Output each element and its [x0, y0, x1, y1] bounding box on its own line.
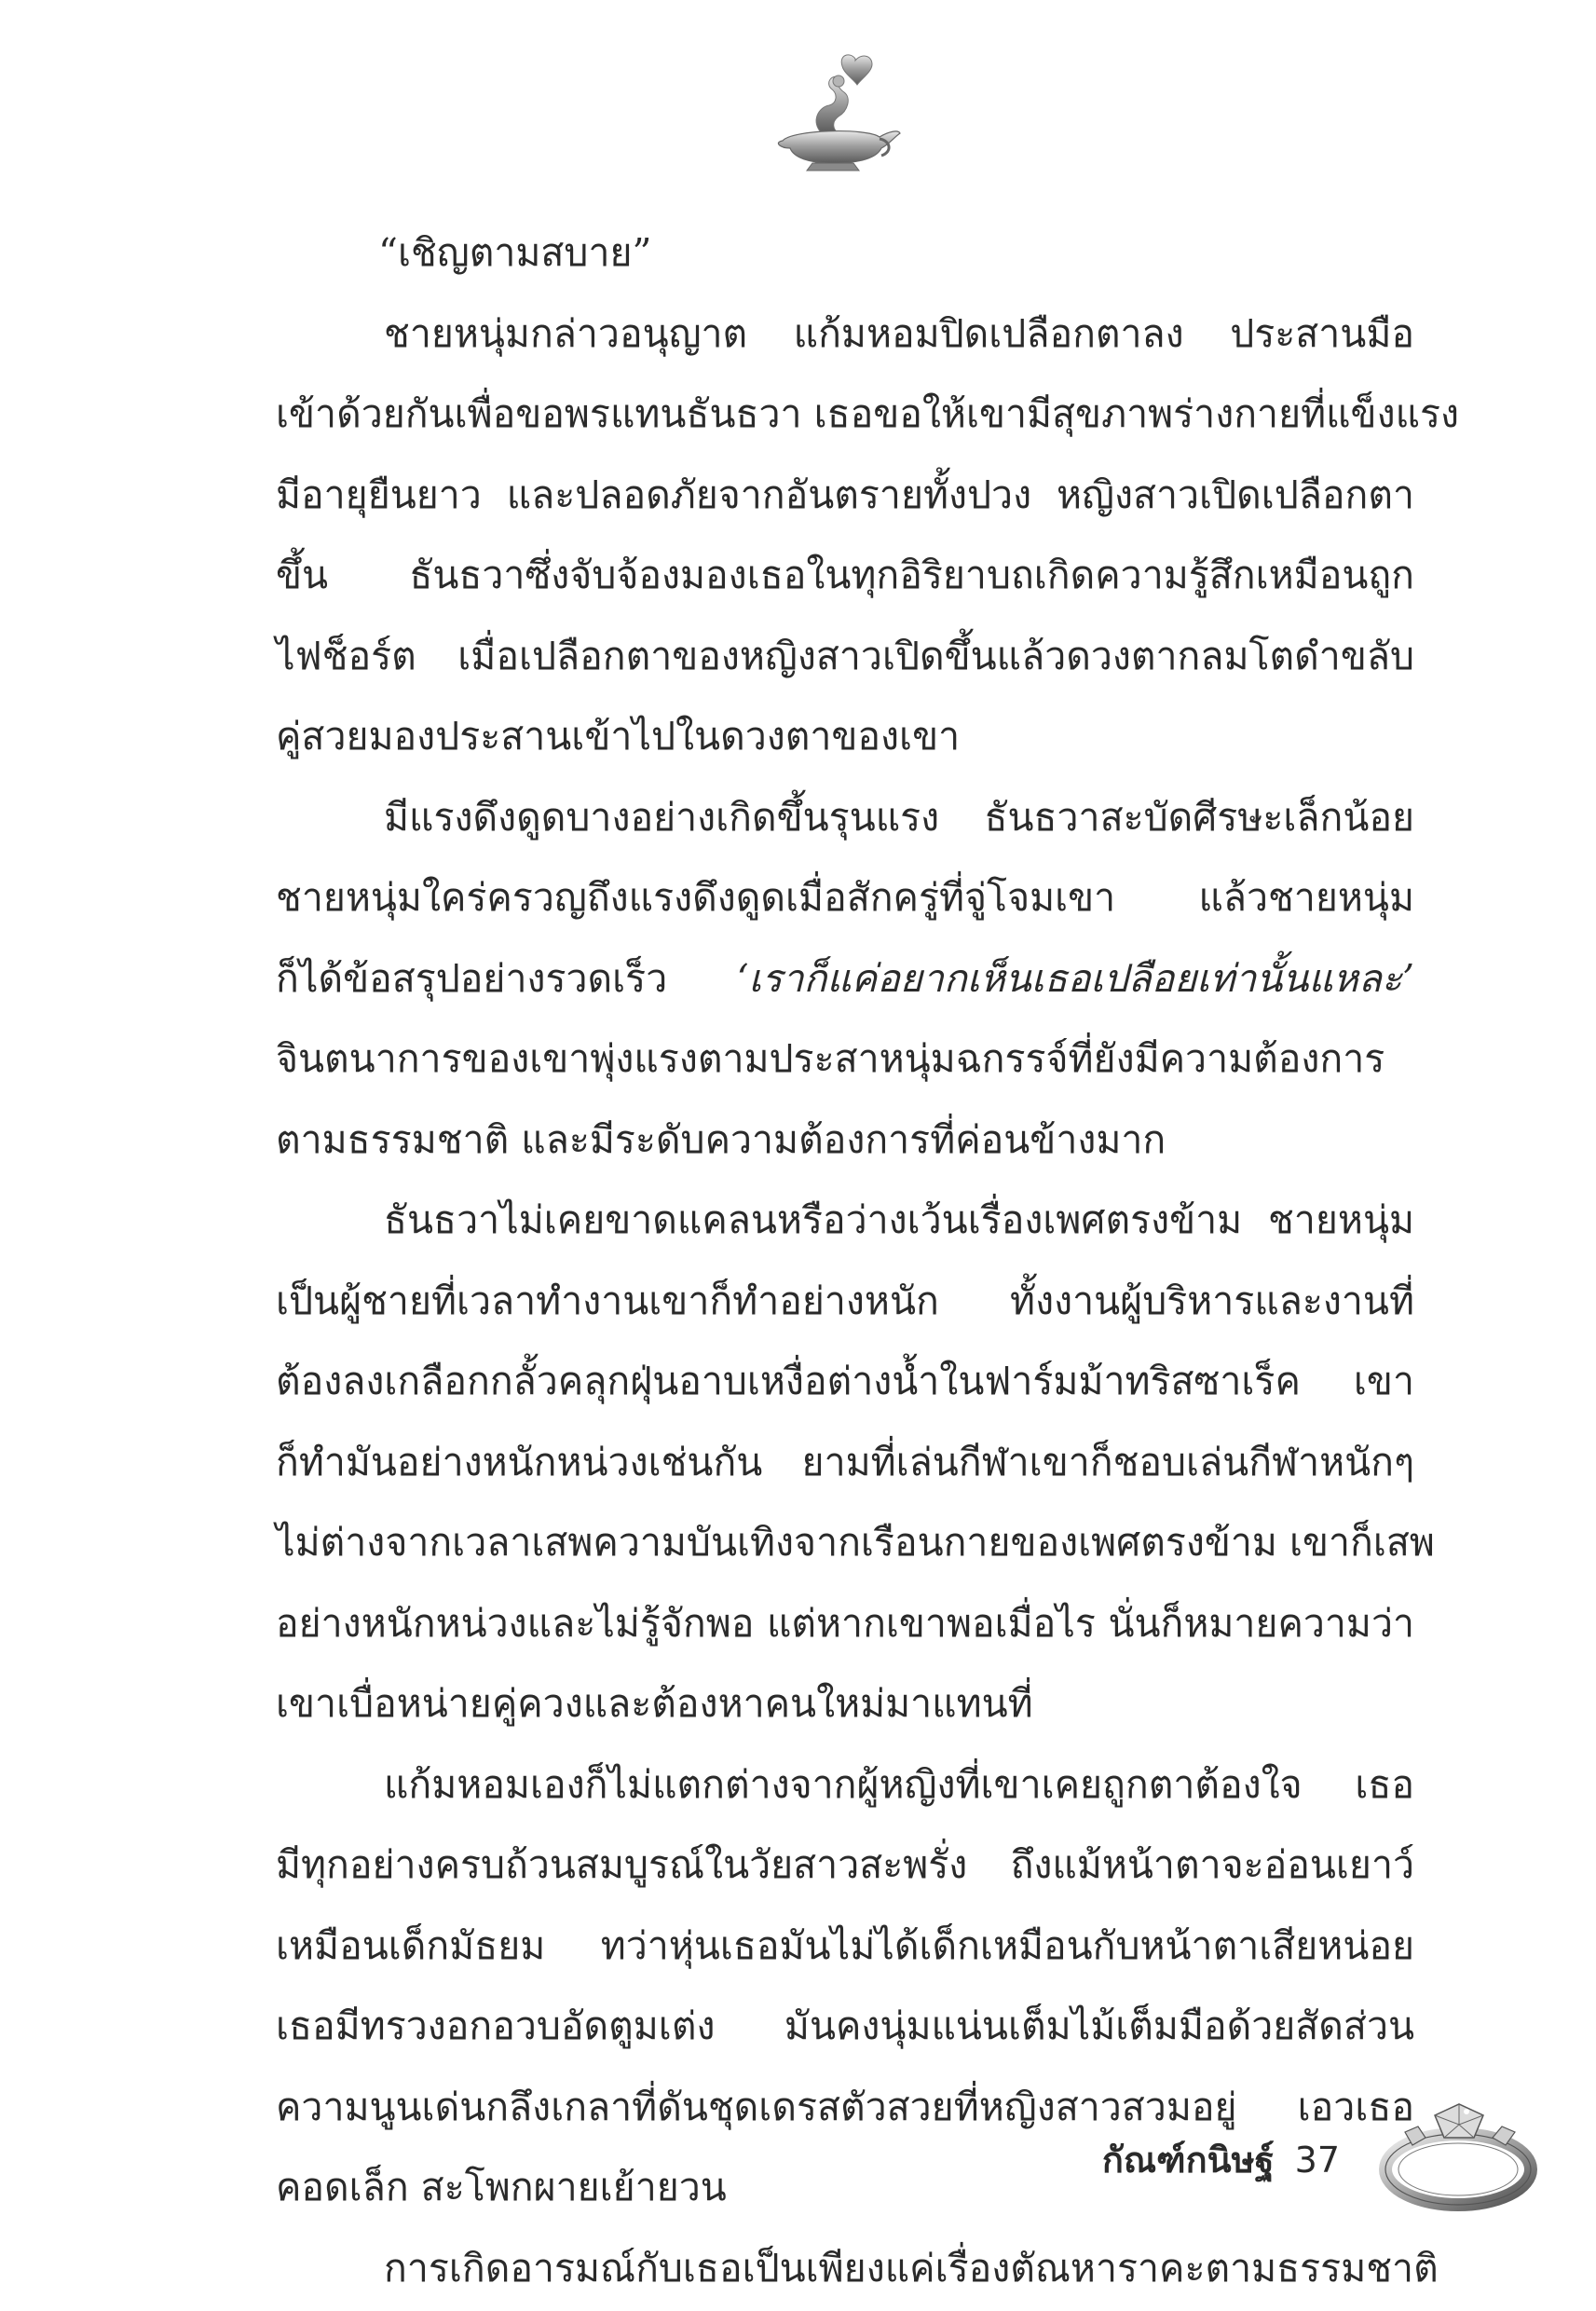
text-line: ต้องลงเกลือกกลั้วคลุกฝุ่นอาบเหงื่อต่างน้ำในฟาร์มม้าทริสซาเร็ค เขา: [276, 1359, 1414, 1403]
text-line: ตามธรรมชาติ และมีระดับความต้องการที่ค่อนข้างมาก: [276, 1116, 1166, 1162]
text-line: การเกิดอารมณ์กับเธอเป็นเพียงแค่เรื่องตัณหาราคะตามธรรมชาติ: [384, 2245, 1439, 2290]
text-line: มีอายุยืนยาว และปลอดภัยจากอันตรายทั้งปวง หญิงสาวเปิดเปลือกตา: [276, 472, 1414, 517]
page-footer: [1102, 2132, 1340, 2188]
text-line: เป็นผู้ชายที่เวลาทำงานเขาก็ทำอย่างหนัก ทั้งงานผู้บริหารและงานที่: [276, 1278, 1414, 1323]
text-line: เข้าด้วยกันเพื่อขอพรแทนธันธวา เธอขอให้เขามีสุขภาพร่างกายที่แข็งแรง: [276, 391, 1460, 436]
text-line: เธอมีทรวงอกอวบอัดตูมเต่ง มันคงนุ่มแน่นเต็มไม้เต็มมือด้วยสัดส่วน: [276, 2003, 1414, 2048]
text-line: ความนูนเด่นกลึงเกลาที่ดันชุดเดรสตัวสวยที่หญิงสาวสวมอยู่ เอวเธอ: [276, 2084, 1414, 2129]
body-text: [276, 212, 1460, 2308]
genie-lamp-with-heart-icon: [764, 51, 904, 172]
book-title: กัณฑ์กนิษฐ์: [1101, 2140, 1275, 2181]
text-line: “เชิญตามสบาย”: [378, 230, 652, 275]
page-number: 37: [1294, 2140, 1340, 2181]
text-line-with-italic: [276, 938, 1414, 1019]
text-line: ไฟช็อร์ต เมื่อเปลือกตาของหญิงสาวเปิดขึ้นแล้วดวงตากลมโตดำขลับ: [276, 633, 1414, 678]
text-line: อย่างหนักหน่วงและไม่รู้จักพอ แต่หากเขาพอเมื่อไร นั่นก็หมายความว่า: [276, 1600, 1414, 1646]
text-line: ก็ทำมันอย่างหนักหน่วงเช่นกัน ยามที่เล่นกีฬาเขาก็ชอบเล่นกีฬาหนักๆ: [276, 1439, 1414, 1484]
text-line: ไม่ต่างจากเวลาเสพความบันเทิงจากเรือนกายของเพศตรงข้าม เขาก็เสพ: [276, 1520, 1435, 1565]
text-line: มีแรงดึงดูดบางอย่างเกิดขึ้นรุนแรง ธันธวาสะบัดศีรษะเล็กน้อย: [384, 794, 1414, 840]
text-line: คอดเล็ก สะโพกผายเย้ายวน: [276, 2165, 727, 2209]
text-line: จินตนาการของเขาพุ่งแรงตามประสาหนุ่มฉกรรจ์ที่ยังมีความต้องการ: [276, 1036, 1385, 1081]
text-line: เขาเบื่อหน่ายคู่ควงและต้องหาคนใหม่มาแทนที่: [276, 1681, 1033, 1726]
text-line: ชายหนุ่มกล่าวอนุญาต แก้มหอมปิดเปลือกตาลง ประสานมือ: [384, 310, 1414, 356]
text-line: ธันธวาไม่เคยขาดแคลนหรือว่างเว้นเรื่องเพศตรงข้าม ชายหนุ่ม: [384, 1197, 1414, 1242]
diamond-ring-icon: [1370, 2087, 1547, 2218]
text-line: คู่สวยมองประสานเข้าไปในดวงตาของเขา: [276, 714, 961, 759]
text-line: ชายหนุ่มใคร่ครวญถึงแรงดึงดูดเมื่อสักครู่ที่จู่โจมเขา แล้วชายหนุ่ม: [276, 875, 1414, 920]
text-line: เหมือนเด็กมัธยม ทว่าหุ่นเธอมันไม่ได้เด็กเหมือนกับหน้าตาเสียหน่อย: [276, 1922, 1414, 1968]
text-line: มีทุกอย่างครบถ้วนสมบูรณ์ในวัยสาวสะพรั่ง ถึงแม้หน้าตาจะอ่อนเยาว์: [276, 1842, 1414, 1887]
text-segment: ก็ได้ข้อสรุปอย่างรวดเร็ว: [276, 955, 737, 1001]
italic-thought: ‘เราก็แค่อยากเห็นเธอเปลือยเท่านั้นแหละ’: [736, 955, 1414, 1001]
text-line: แก้มหอมเองก็ไม่แตกต่างจากผู้หญิงที่เขาเคยถูกตาต้องใจ เธอ: [384, 1761, 1414, 1807]
text-line: ขึ้น ธันธวาซึ่งจับจ้องมองเธอในทุกอิริยาบถเกิดความรู้สึกเหมือนถูก: [276, 553, 1414, 597]
